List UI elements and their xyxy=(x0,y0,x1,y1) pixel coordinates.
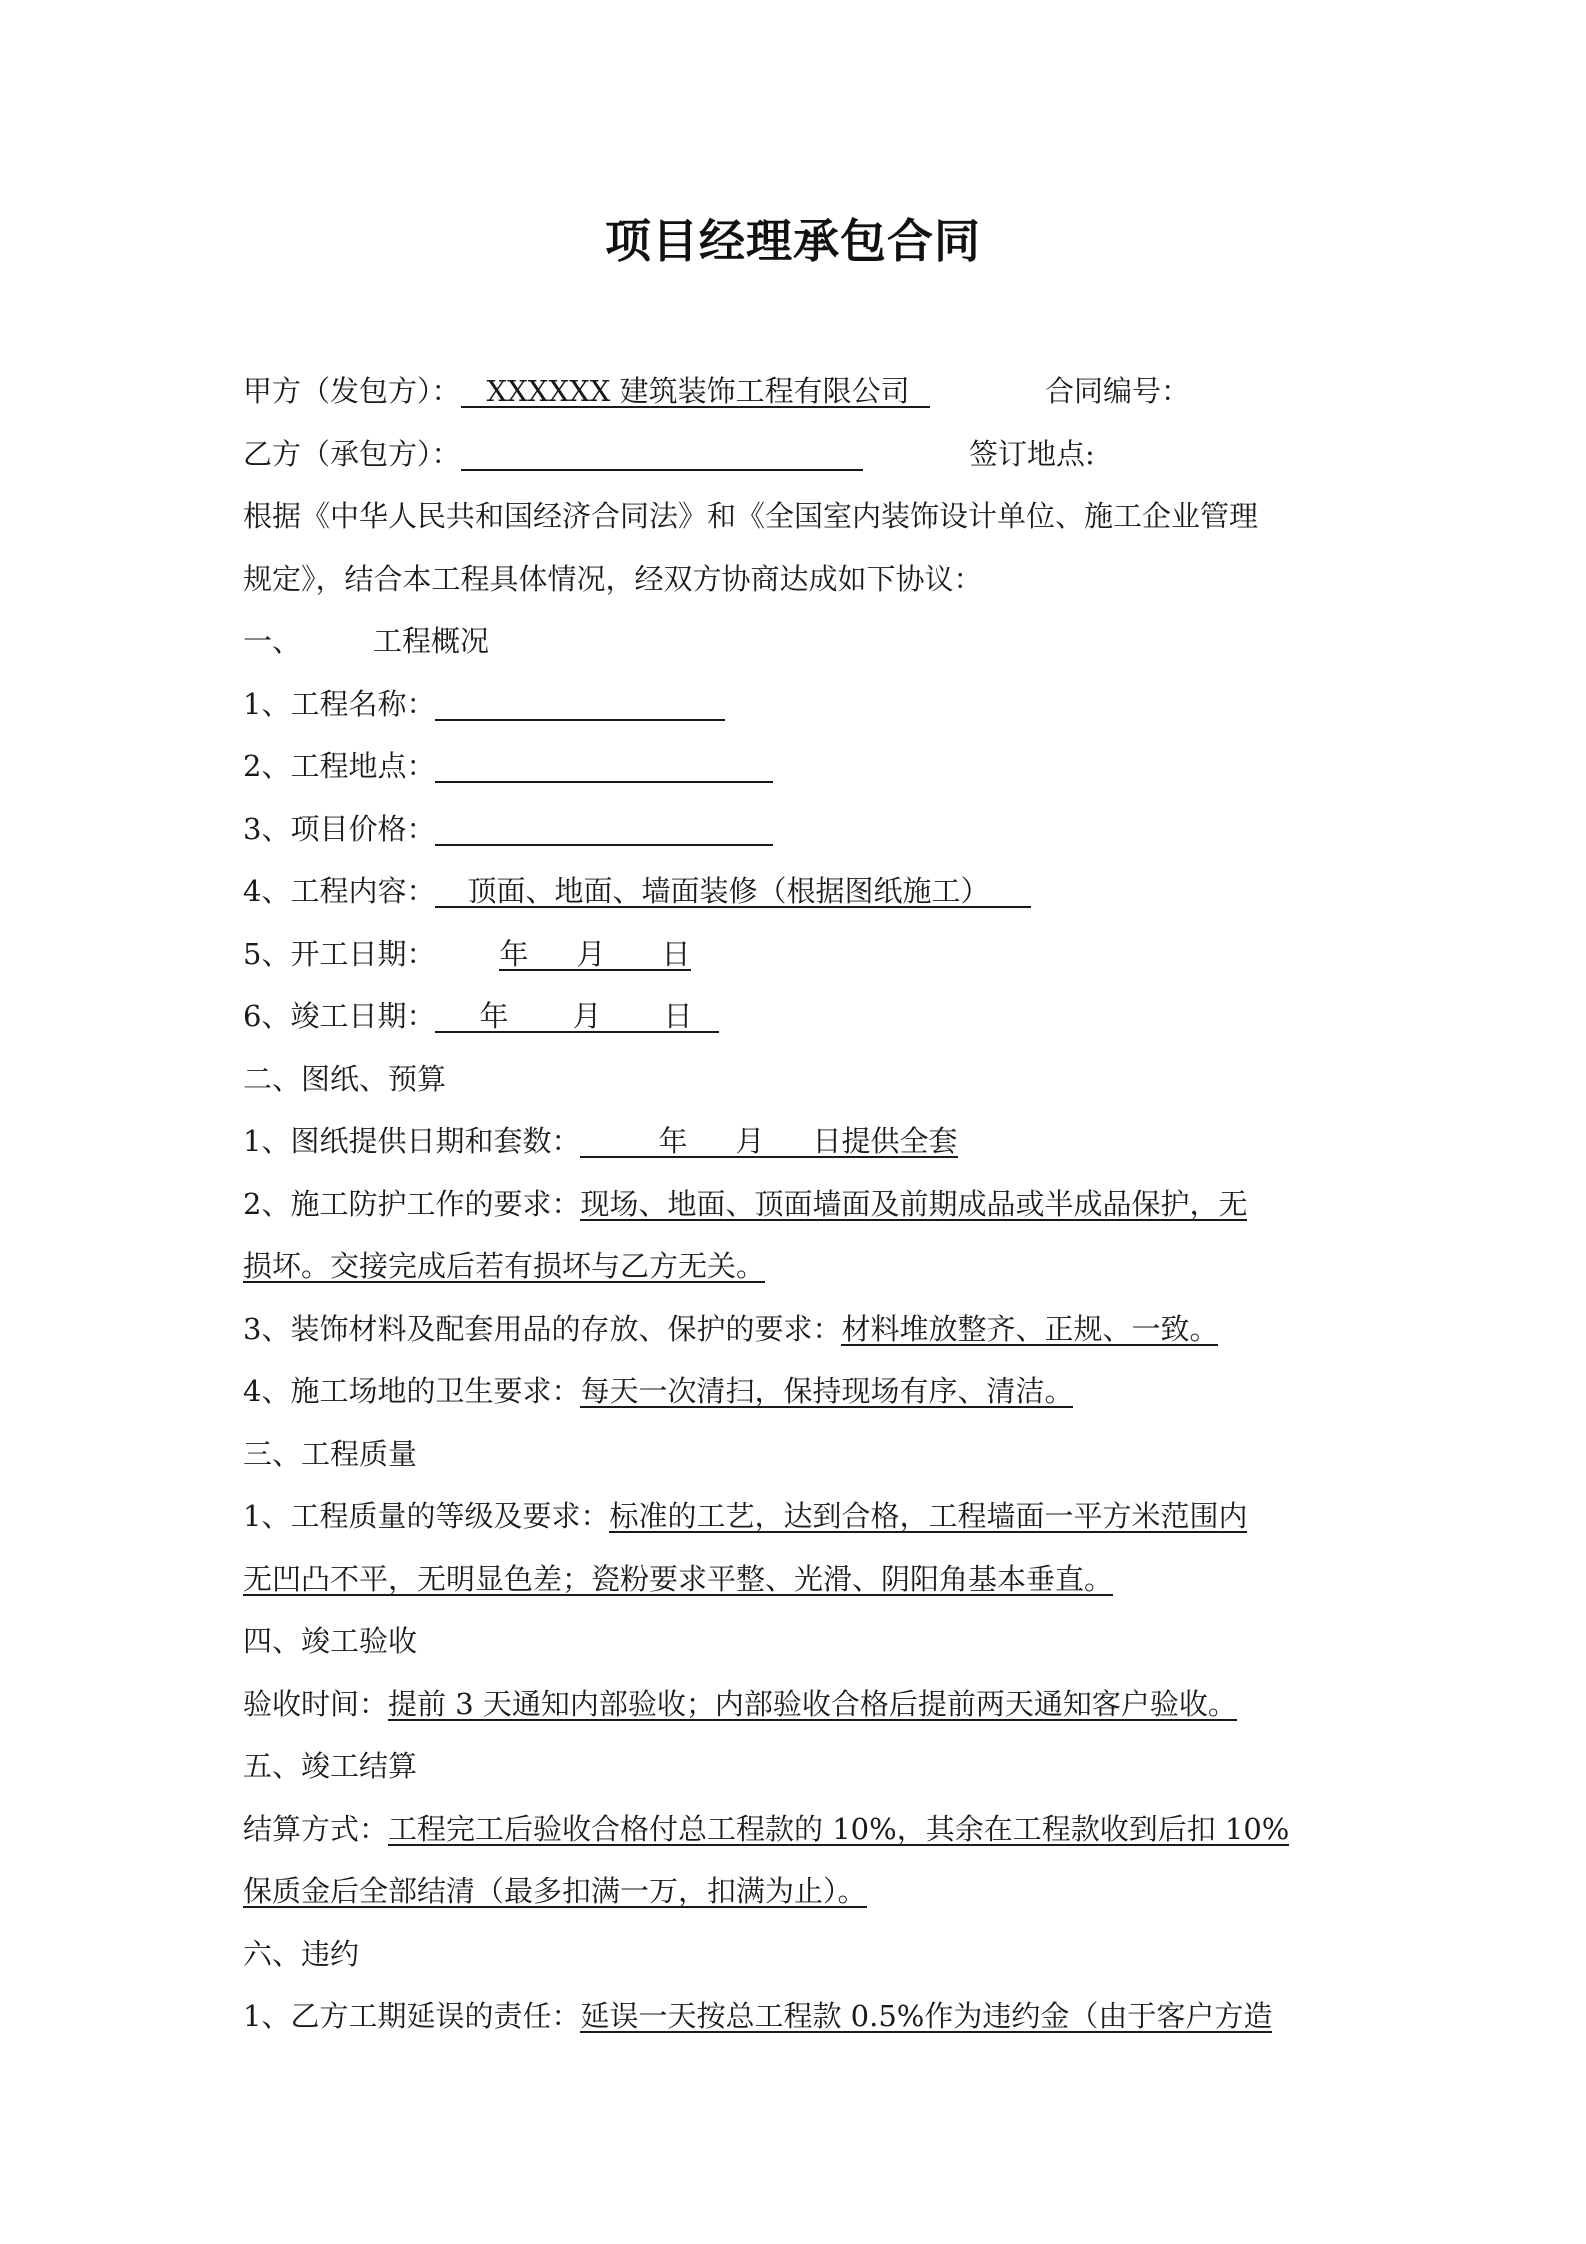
delay-liability-line xyxy=(243,1985,1383,2048)
hygiene-requirement-value: 每天一次清扫，保持现场有序、清洁。 xyxy=(580,1374,1074,1408)
project-price-label: 3、项目价格： xyxy=(243,811,436,846)
sign-place-label: 签订地点: xyxy=(969,436,1095,471)
completion-date-label: 6、竣工日期： xyxy=(243,999,436,1033)
settlement-method-line-2 xyxy=(243,1860,1383,1923)
quality-requirement-line xyxy=(243,1485,1383,1548)
drawings-date-line xyxy=(243,1110,1383,1173)
quality-requirement-line-2 xyxy=(243,1548,1383,1611)
delay-liability-label: 1、乙方工期延误的责任： xyxy=(243,1999,581,2033)
materials-requirement-line xyxy=(243,1298,1383,1361)
project-price-line xyxy=(243,798,1383,861)
settlement-method-value-a: 工程完工后验收合格付总工程款的 10%，其余在工程款收到后扣 10% xyxy=(388,1811,1290,1846)
section-2-heading: 二、图纸、预算 xyxy=(243,1061,447,1096)
acceptance-time-label: 验收时间： xyxy=(243,1686,389,1721)
contract-body xyxy=(243,360,1383,2048)
project-content-line xyxy=(243,860,1383,923)
settlement-method-label: 结算方式： xyxy=(243,1811,389,1846)
drawings-date-year: 年 xyxy=(658,1124,688,1158)
acceptance-time-line xyxy=(243,1673,1383,1736)
completion-date-line xyxy=(243,985,1383,1048)
hygiene-requirement-line xyxy=(243,1360,1383,1423)
protection-requirement-label: 2、施工防护工作的要求： xyxy=(243,1186,581,1221)
protection-requirement-value-a: 现场、地面、顶面墙面及前期成品或半成品保护，无 xyxy=(580,1186,1248,1221)
project-name-label: 1、工程名称： xyxy=(243,686,436,721)
drawings-date-month: 月 xyxy=(735,1124,765,1158)
document-title: 项目经理承包合同 xyxy=(605,214,981,268)
start-date-label: 5、开工日期： xyxy=(243,936,436,971)
materials-requirement-value: 材料堆放整齐、正规、一致。 xyxy=(841,1311,1219,1346)
delay-liability-value: 延误一天按总工程款 0.5%作为违约金（由于客户方造 xyxy=(580,1999,1273,2033)
project-location-line xyxy=(243,735,1383,798)
project-location-label: 2、工程地点： xyxy=(243,749,436,783)
quality-requirement-label: 1、工程质量的等级及要求： xyxy=(243,1499,610,1533)
party-a-line xyxy=(243,360,1383,423)
section-1-title: 工程概况 xyxy=(373,624,490,658)
project-content-label: 4、工程内容： xyxy=(243,874,436,908)
drawings-date-fill xyxy=(580,1126,957,1158)
completion-date-year: 年 xyxy=(479,999,509,1033)
project-content-value: 顶面、地面、墙面装修（根据图纸施工） xyxy=(435,876,1031,908)
party-b-label: 乙方（承包方）： xyxy=(243,436,461,471)
quality-requirement-value-a: 标准的工艺，达到合格，工程墙面一平方米范围内 xyxy=(609,1499,1248,1533)
contract-number-label: 合同编号： xyxy=(1045,374,1191,408)
protection-requirement-value-b: 损坏。交接完成后若有损坏与乙方无关。 xyxy=(243,1249,766,1283)
settlement-method-value-b: 保质金后全部结清（最多扣满一万，扣满为止）。 xyxy=(243,1874,867,1908)
completion-date-fill xyxy=(435,1001,718,1033)
section-1-heading xyxy=(243,610,1383,673)
drawings-date-tail: 日提供全套 xyxy=(812,1124,958,1158)
drawings-date-label: 1、图纸提供日期和套数： xyxy=(243,1124,581,1158)
start-date-month: 月 xyxy=(576,936,606,971)
acceptance-time-value: 提前 3 天通知内部验收；内部验收合格后提前两天通知客户验收。 xyxy=(388,1686,1237,1721)
settlement-method-line xyxy=(243,1798,1383,1861)
project-location-blank xyxy=(435,751,773,783)
hygiene-requirement-label: 4、施工场地的卫生要求： xyxy=(243,1374,581,1408)
protection-requirement-line xyxy=(243,1173,1383,1236)
start-date-line xyxy=(243,923,1383,986)
materials-requirement-label: 3、装饰材料及配套用品的存放、保护的要求： xyxy=(243,1311,842,1346)
party-a-label: 甲方（发包方）： xyxy=(243,374,461,408)
start-date-fill xyxy=(499,936,691,971)
project-name-line xyxy=(243,673,1383,736)
project-price-blank xyxy=(435,814,773,846)
protection-requirement-line-2 xyxy=(243,1235,1383,1298)
party-b-blank xyxy=(461,439,863,471)
project-name-blank xyxy=(435,689,725,721)
section-1-number: 一、 xyxy=(243,624,302,658)
section-3-heading: 三、工程质量 xyxy=(243,1436,418,1471)
completion-date-day: 日 xyxy=(663,999,693,1033)
start-date-day: 日 xyxy=(661,936,691,971)
preamble-line-2: 规定》，结合本工程具体情况，经双方协商达成如下协议： xyxy=(243,561,983,596)
party-a-value: XXXXXX 建筑装饰工程有限公司 xyxy=(461,376,930,408)
start-date-year: 年 xyxy=(499,936,529,971)
preamble-line-1: 根据《中华人民共和国经济合同法》和《全国室内装饰设计单位、施工企业管理 xyxy=(243,499,1259,533)
quality-requirement-value-b: 无凹凸不平，无明显色差；瓷粉要求平整、光滑、阴阳角基本垂直。 xyxy=(243,1561,1114,1596)
section-6-heading: 六、违约 xyxy=(243,1936,360,1971)
section-5-heading: 五、竣工结算 xyxy=(243,1749,418,1783)
section-4-heading: 四、竣工验收 xyxy=(243,1624,418,1658)
completion-date-month: 月 xyxy=(572,999,602,1033)
party-b-line xyxy=(243,423,1383,486)
